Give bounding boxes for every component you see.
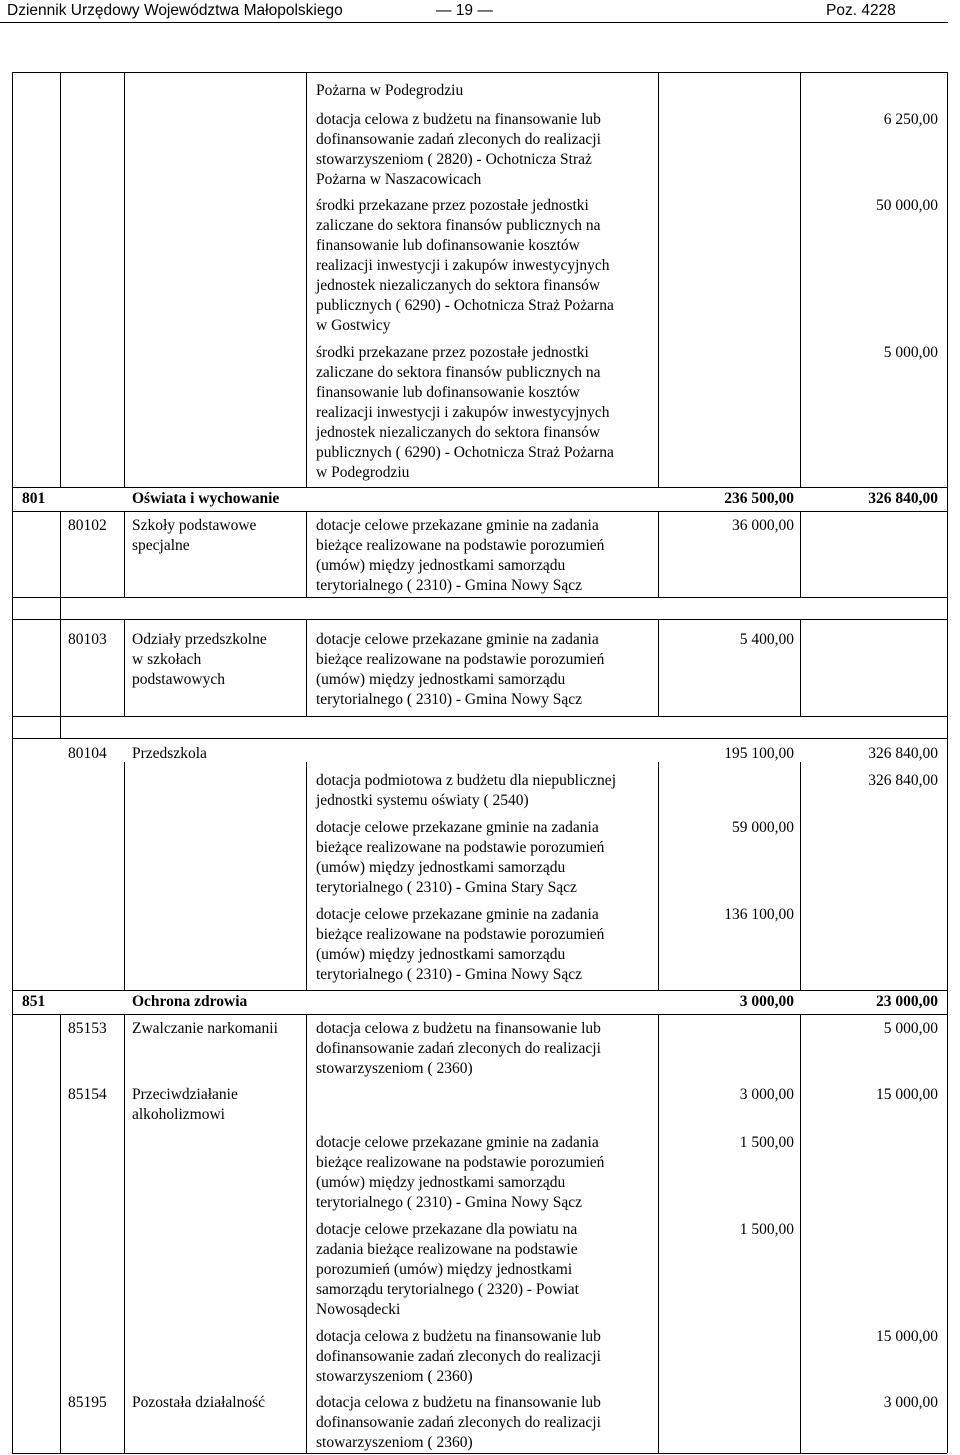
row-divider <box>12 619 947 620</box>
column-divider <box>800 619 801 716</box>
amount-after: 326 840,00 <box>868 745 938 762</box>
amount-before: 236 500,00 <box>724 490 794 507</box>
column-divider <box>124 511 125 597</box>
row-description: dotacja celowa z budżetu na finansowanie lub dofinansowanie zadań zleconych do realizacji stowarzyszeniom ( 2360) <box>316 1020 601 1077</box>
row-divider <box>12 487 947 488</box>
section-name: Oświata i wychowanie <box>132 490 280 507</box>
chapter-name: Zwalczanie narkomanii <box>132 1020 278 1037</box>
amount-before: 1 500,00 <box>739 1221 794 1238</box>
row-description: środki przekazane przez pozostałe jednostki zaliczane do sektora finansów publicznych na finansowanie lub dofinansowanie kosztów realizacji inwestycji i zakupów inwestycyjnych jednostek niezaliczanych do sektora finansów publicznych ( 6290) - Ochotnicza Straż Pożarna w Gostwicy <box>316 197 614 334</box>
column-divider <box>124 1014 125 1453</box>
section-code: 851 <box>22 993 46 1010</box>
column-divider <box>124 762 125 990</box>
amount-before: 1 500,00 <box>739 1134 794 1151</box>
column-divider <box>306 1014 307 1453</box>
amount-before: 3 000,00 <box>739 993 794 1010</box>
column-divider <box>60 1014 61 1453</box>
row-divider <box>12 597 947 598</box>
chapter-code: 85195 <box>68 1394 107 1411</box>
chapter-code: 85154 <box>68 1086 107 1103</box>
row-description: dotacja celowa z budżetu na finansowanie lub dofinansowanie zadań zleconych do realizacji stowarzyszeniom ( 2820) - Ochotnicza Straż Pożarna w Naszacowicach <box>316 111 601 188</box>
column-divider <box>658 619 659 716</box>
column-divider <box>800 1014 801 1453</box>
column-divider <box>306 72 307 487</box>
section-name: Ochrona zdrowia <box>132 993 248 1010</box>
column-divider <box>947 72 948 1453</box>
amount-after: 23 000,00 <box>876 993 938 1010</box>
row-description: dotacja podmiotowa z budżetu dla niepublicznej jednostki systemu oświaty ( 2540) <box>316 772 616 809</box>
row-description: dotacje celowe przekazane dla powiatu na zadania bieżące realizowane na podstawie porozumień (umów) między jednostkami samorządu terytorialnego ( 2320) - Powiat Nowosądecki <box>316 1221 579 1318</box>
row-description: dotacje celowe przekazane gminie na zadania bieżące realizowane na podstawie porozumień (umów) między jednostkami samorządu terytorialnego ( 2310) - Gmina Nowy Sącz <box>316 906 605 983</box>
amount-before: 59 000,00 <box>732 819 794 836</box>
column-divider <box>800 762 801 990</box>
amount-after: 50 000,00 <box>876 197 938 214</box>
chapter-name: Przedszkola <box>132 745 207 762</box>
chapter-name: Przeciwdziałanie alkoholizmowi <box>132 1086 238 1123</box>
column-divider <box>800 72 801 487</box>
row-description: Pożarna w Podegrodziu <box>316 82 464 99</box>
chapter-code: 80104 <box>68 745 107 762</box>
position-number: Poz. 4228 <box>826 2 896 19</box>
row-description: dotacje celowe przekazane gminie na zadania bieżące realizowane na podstawie porozumień (umów) między jednostkami samorządu terytorialnego ( 2310) - Gmina Nowy Sącz <box>316 517 605 594</box>
row-divider <box>12 716 947 717</box>
row-description: dotacje celowe przekazane gminie na zadania bieżące realizowane na podstawie porozumień (umów) między jednostkami samorządu terytorialnego ( 2310) - Gmina Stary Sącz <box>316 819 605 896</box>
column-divider <box>60 72 61 487</box>
row-divider <box>12 72 947 73</box>
column-divider <box>124 619 125 716</box>
column-divider <box>60 511 61 738</box>
row-description: dotacja celowa z budżetu na finansowanie lub dofinansowanie zadań zleconych do realizacji stowarzyszeniom ( 2360) <box>316 1394 601 1451</box>
column-divider <box>800 511 801 597</box>
amount-after: 5 000,00 <box>883 344 938 361</box>
row-divider <box>12 738 947 739</box>
page-header <box>0 0 948 23</box>
column-divider <box>658 1014 659 1453</box>
amount-after: 5 000,00 <box>883 1020 938 1037</box>
column-divider <box>306 619 307 716</box>
row-description: środki przekazane przez pozostałe jednostki zaliczane do sektora finansów publicznych na finansowanie lub dofinansowanie kosztów realizacji inwestycji i zakupów inwestycyjnych jednostek niezaliczanych do sektora finansów publicznych ( 6290) - Ochotnicza Straż Pożarna w Podegrodziu <box>316 344 614 481</box>
amount-after: 15 000,00 <box>876 1086 938 1103</box>
row-divider <box>12 511 947 512</box>
column-divider <box>658 762 659 990</box>
column-divider <box>658 72 659 487</box>
chapter-name: Odziały przedszkolne w szkołach podstawowych <box>132 631 267 688</box>
section-code: 801 <box>22 490 46 507</box>
row-description: dotacje celowe przekazane gminie na zadania bieżące realizowane na podstawie porozumień (umów) między jednostkami samorządu terytorialnego ( 2310) - Gmina Nowy Sącz <box>316 1134 605 1211</box>
amount-after: 326 840,00 <box>868 490 938 507</box>
amount-after: 326 840,00 <box>868 772 938 789</box>
chapter-code: 80102 <box>68 517 107 534</box>
amount-after: 15 000,00 <box>876 1328 938 1345</box>
amount-before: 5 400,00 <box>739 631 794 648</box>
amount-before: 3 000,00 <box>739 1086 794 1103</box>
chapter-name: Pozostała działalność <box>132 1394 265 1411</box>
amount-before: 195 100,00 <box>724 745 794 762</box>
chapter-code: 80103 <box>68 631 107 648</box>
row-description: dotacja celowa z budżetu na finansowanie lub dofinansowanie zadań zleconych do realizacji stowarzyszeniom ( 2360) <box>316 1328 601 1385</box>
chapter-code: 85153 <box>68 1020 107 1037</box>
row-divider <box>12 1453 947 1454</box>
chapter-name: Szkoły podstawowe specjalne <box>132 517 257 554</box>
column-divider <box>658 511 659 597</box>
amount-before: 36 000,00 <box>732 517 794 534</box>
row-divider <box>12 990 947 991</box>
row-divider <box>12 1014 947 1015</box>
column-divider <box>306 762 307 990</box>
column-divider <box>306 511 307 597</box>
column-divider <box>124 72 125 487</box>
amount-after: 3 000,00 <box>883 1394 938 1411</box>
column-divider <box>12 72 13 1453</box>
page-number: — 19 — <box>436 2 493 19</box>
amount-after: 6 250,00 <box>883 111 938 128</box>
journal-title: Dziennik Urzędowy Województwa Małopolskiego <box>7 2 343 19</box>
row-description: dotacje celowe przekazane gminie na zadania bieżące realizowane na podstawie porozumień (umów) między jednostkami samorządu terytorialnego ( 2310) - Gmina Nowy Sącz <box>316 631 605 708</box>
amount-before: 136 100,00 <box>724 906 794 923</box>
